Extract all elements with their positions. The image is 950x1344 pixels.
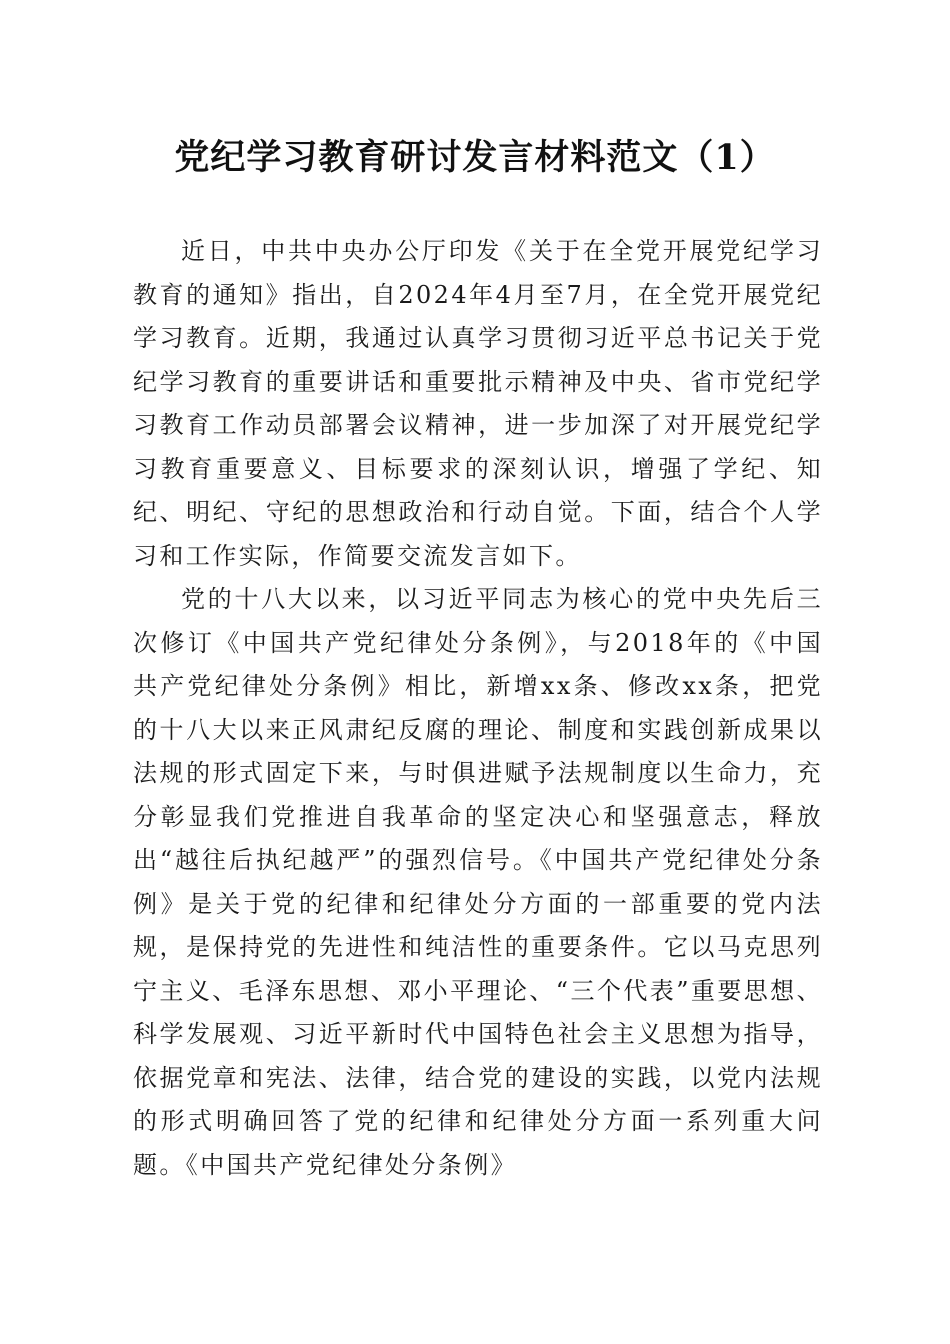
document-body xyxy=(133,230,823,1187)
paragraph-2: 党的十八大以来，以习近平同志为核心的党中央先后三次修订《中国共产党纪律处分条例》，与2018年的《中国共产党纪律处分条例》相比，新增xx条、修改xx条，把党的十八大以来正风肃纪反腐的理论、制度和实践创新成果以法规的形式固定下来，与时俱进赋予法规制度以生命力，充分彰显我们党推进自我革命的坚定决心和坚强意志，释放出“越往后执纪越严”的强烈信号。《中国共产党纪律处分条例》是关于党的纪律和纪律处分方面的一部重要的党内法规，是保持党的先进性和纯洁性的重要条件。它以马克思列宁主义、毛泽东思想、邓小平理论、“三个代表”重要思想、科学发展观、习近平新时代中国特色社会主义思想为指导，依据党章和宪法、法律，结合党的建设的实践，以党内法规的形式明确回答了党的纪律和纪律处分方面一系列重大问题。《中国共产党纪律处分条例》 xyxy=(133,585,823,1179)
paragraph-1: 近日，中共中央办公厅印发《关于在全党开展党纪学习教育的通知》指出，自2024年4月至7月，在全党开展党纪学习教育。近期，我通过认真学习贯彻习近平总书记关于党纪学习教育的重要讲话和重要批示精神及中央、省市党纪学习教育工作动员部署会议精神，进一步加深了对开展党纪学习教育重要意义、目标要求的深刻认识，增强了学纪、知纪、明纪、守纪的思想政治和行动自觉。下面，结合个人学习和工作实际，作简要交流发言如下。 xyxy=(133,237,823,570)
document-title: 党纪学习教育研讨发言材料范文（1） xyxy=(174,137,776,178)
